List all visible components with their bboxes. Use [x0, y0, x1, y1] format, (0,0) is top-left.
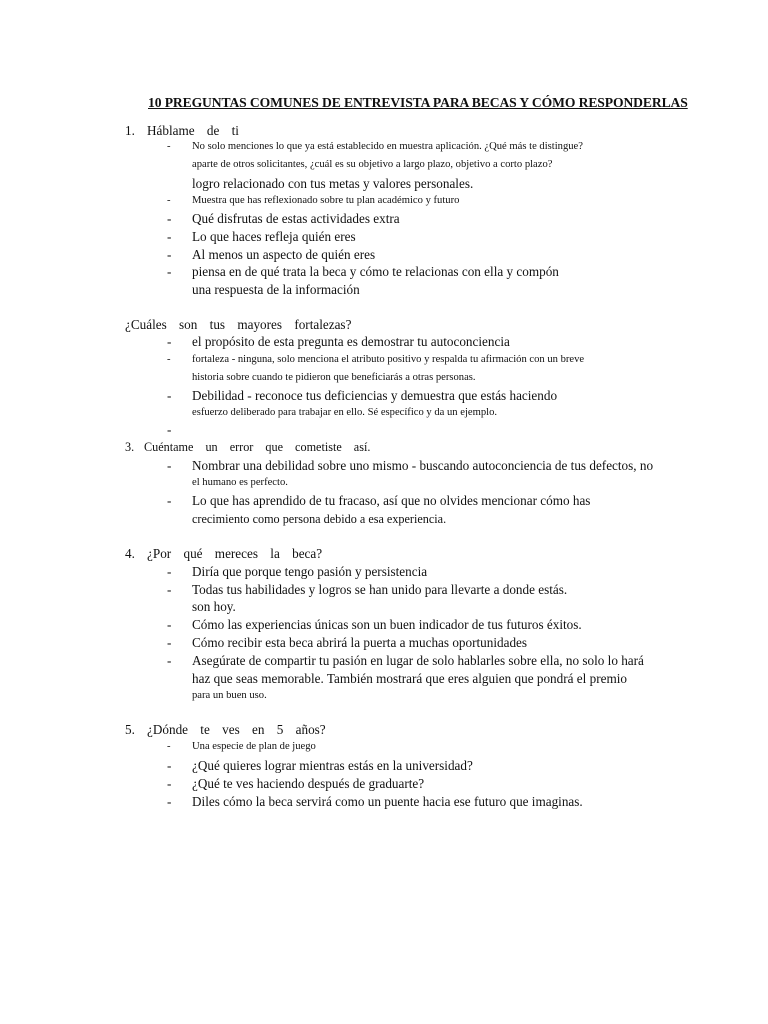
- dash-marker: -: [167, 794, 172, 809]
- list-item-continuation: historia sobre cuando te pidieron que beneficiarás a otras personas.: [192, 372, 476, 383]
- question-number: 3.: [125, 440, 135, 454]
- list-item-continuation: esfuerzo deliberado para trabajar en ello. Sé específico y da un ejemplo.: [192, 407, 498, 418]
- list-item-text: el propósito de esta pregunta es demostrar tu autoconciencia: [192, 334, 510, 349]
- question-number: 1.: [125, 123, 135, 138]
- list-item-text: fortaleza - ninguna, solo menciona el atributo positivo y respalda tu afirmación con un breve: [192, 354, 585, 365]
- list-item-continuation: para un buen uso.: [192, 690, 267, 701]
- list-item-continuation: aparte de otros solicitantes, ¿cuál es su objetivo a largo plazo, objetivo a corto plazo?: [192, 159, 553, 170]
- list-item-continuation: una respuesta de la información: [192, 282, 360, 297]
- question-2: [125, 317, 351, 333]
- list-item-text: ¿Qué te ves haciendo después de graduarte?: [192, 776, 425, 791]
- list-item-text: Asegúrate de compartir tu pasión en lugar de solo hablarles sobre ella, no solo lo hará: [192, 653, 644, 668]
- dash-marker: -: [167, 211, 172, 226]
- list-item-text: No solo menciones lo que ya está establecido en muestra aplicación. ¿Qué más te distingue?: [192, 141, 583, 152]
- dash-marker: -: [167, 741, 171, 752]
- document-title: 10 PREGUNTAS COMUNES DE ENTREVISTA PARA BECAS Y CÓMO RESPONDERLAS: [148, 95, 688, 110]
- dash-marker: -: [167, 653, 172, 668]
- list-item-text: Cómo recibir esta beca abrirá la puerta a muchas oportunidades: [192, 635, 528, 650]
- list-item-text: Diría que porque tengo pasión y persistencia: [192, 564, 428, 579]
- question-5: [125, 722, 326, 738]
- question-number: 4.: [125, 546, 135, 561]
- list-item-text: Lo que haces refleja quién eres: [192, 229, 356, 244]
- dash-marker: -: [167, 229, 172, 244]
- dash-marker: -: [167, 758, 172, 773]
- list-item-text: Nombrar una debilidad sobre uno mismo - buscando autoconciencia de tus defectos, no: [192, 458, 654, 473]
- question-text: Cuéntame un error que cometiste así.: [144, 440, 371, 454]
- list-item-continuation: el humano es perfecto.: [192, 477, 288, 488]
- list-item-text: ¿Qué quieres lograr mientras estás en la universidad?: [192, 758, 473, 773]
- dash-marker: -: [167, 635, 172, 650]
- list-item-text: Todas tus habilidades y logros se han unido para llevarte a donde estás.: [192, 582, 568, 597]
- dash-marker: -: [167, 617, 172, 632]
- list-item-continuation: son hoy.: [192, 599, 236, 614]
- list-item-continuation: logro relacionado con tus metas y valores personales.: [192, 176, 474, 191]
- list-item-continuation: crecimiento como persona debido a esa experiencia.: [192, 512, 447, 526]
- dash-marker: -: [167, 582, 172, 597]
- question-4: [125, 546, 322, 562]
- list-item-text: Qué disfrutas de estas actividades extra: [192, 211, 400, 226]
- dash-marker: -: [167, 564, 172, 579]
- dash-marker: -: [167, 776, 172, 791]
- question-1: [125, 123, 239, 139]
- dash-marker: -: [167, 334, 172, 349]
- dash-marker: -: [167, 458, 172, 473]
- list-item-text: piensa en de qué trata la beca y cómo te relacionas con ella y compón: [192, 264, 559, 279]
- list-item-text: Una especie de plan de juego: [192, 741, 316, 752]
- dash-marker: -: [167, 264, 172, 279]
- dash-marker: -: [167, 195, 171, 206]
- question-number: 5.: [125, 722, 135, 737]
- list-item-text: Lo que has aprendido de tu fracaso, así que no olvides mencionar cómo has: [192, 493, 591, 508]
- question-text: ¿Por qué mereces la beca?: [147, 546, 323, 561]
- list-item-text: Muestra que has reflexionado sobre tu plan académico y futuro: [192, 195, 460, 206]
- question-text: ¿Dónde te ves en 5 años?: [147, 722, 326, 737]
- dash-marker: -: [167, 422, 172, 437]
- question-3: [125, 440, 370, 455]
- dash-marker: -: [167, 354, 171, 365]
- list-item-text: Diles cómo la beca servirá como un puente hacia ese futuro que imaginas.: [192, 794, 583, 809]
- list-item-continuation: haz que seas memorable. También mostrará que eres alguien que pondrá el premio: [192, 671, 627, 686]
- list-item-text: Debilidad - reconoce tus deficiencias y demuestra que estás haciendo: [192, 388, 558, 403]
- question-text: ¿Cuáles son tus mayores fortalezas?: [125, 317, 352, 332]
- dash-marker: -: [167, 388, 172, 403]
- list-item-text: Cómo las experiencias únicas son un buen indicador de tus futuros éxitos.: [192, 617, 582, 632]
- list-item-text: Al menos un aspecto de quién eres: [192, 247, 376, 262]
- dash-marker: -: [167, 247, 172, 262]
- dash-marker: -: [167, 141, 171, 152]
- dash-marker: -: [167, 493, 172, 508]
- question-text: Háblame de ti: [147, 123, 239, 138]
